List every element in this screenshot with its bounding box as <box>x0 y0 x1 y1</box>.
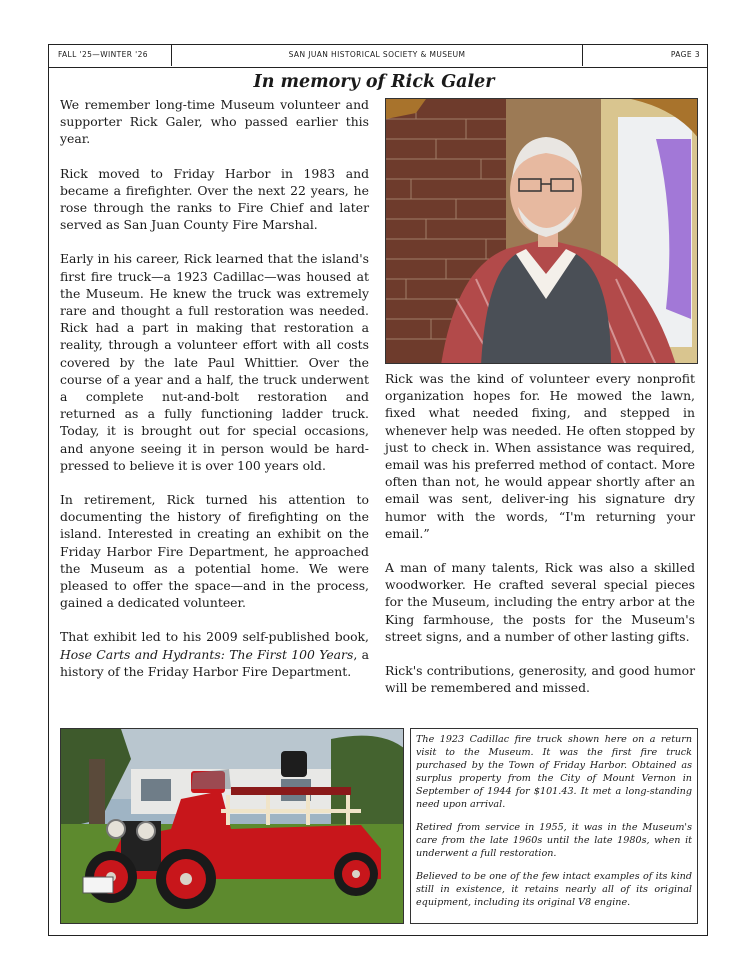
left-column <box>60 96 369 697</box>
paragraph-book <box>60 628 369 680</box>
caption-paragraph-retired: Retired from service in 1955, it was in the Museum's care from the late 1960s until the late 1980s, when it underwent a full restoration. <box>416 822 692 859</box>
photo-caption <box>410 728 698 924</box>
paragraph-intro: We remember long-time Museum volunteer and supporter Rick Galer, who passed earlier this year. <box>60 97 369 147</box>
portrait-photo <box>385 98 698 364</box>
book-text-after: , a history of the Friday Harbor Fire Department. <box>60 646 369 679</box>
organization-label: SAN JUAN HISTORICAL SOCIETY & MUSEUM <box>172 44 583 66</box>
book-text-before: That exhibit led to his 2009 self-published book, <box>60 629 369 645</box>
right-column <box>385 370 695 713</box>
paragraph-remembered: Rick's contributions, generosity, and good humor will be remembered and missed. <box>385 663 695 696</box>
page-number: PAGE 3 <box>670 50 700 59</box>
issue-label: FALL '25—WINTER '26 <box>48 44 172 66</box>
paragraph-retirement: In retirement, Rick turned his attention to documenting the history of firefighting on the island. Interested in creating an exhibit on the Friday Harbor Fire Department, he approached the Museum as a potential home. We were pleased to offer the space—and in the process, gained a dedicated volunteer. <box>60 492 369 611</box>
paragraph-volunteer: Rick was the kind of volunteer every nonprofit organization hopes for. He mowed the lawn, fixed what needed fixing, and stepped in whenever help was needed. He often stopped by just to check in. When assistance was required, email was his preferred method of contact. More often than not, he would appear shortly after an email was sent, deliver-ing his signature dry humor with the words, “I'm returning your email.” <box>385 371 695 541</box>
paragraph-career: Rick moved to Friday Harbor in 1983 and became a firefighter. Over the next 22 years, he rose through the ranks to Fire Chief and later served as San Juan County Fire Marshal. <box>60 165 369 233</box>
paragraph-restoration: Early in his career, Rick learned that the island's first fire truck—a 1923 Cadillac—was housed at the Museum. He knew the truck was extremely rare and thought a full restoration was needed. Rick had a part in making that restoration a reality, through a volunteer effort with all costs covered by the late Paul Whittier. Over the course of a year and a half, the truck underwent a complete nut-and-bolt restoration and returned as a fully functioning ladder truck. Today, it is brought out for special occasions, and anyone seeing it in person would be hard-pressed to believe it is over 100 years old. <box>60 251 369 473</box>
caption-paragraph-origin: The 1923 Cadillac fire truck shown here on a return visit to the Museum. It was the first fire truck purchased by the Town of Friday Harbor. Obtained as surplus property from the City of Mount Vernon in September of 1944 for $101.43. It met a long-standing need upon arrival. <box>416 734 692 810</box>
page-header <box>48 44 708 68</box>
article-title: In memory of Rick Galer <box>253 72 495 92</box>
book-title: Hose Carts and Hydrants: The First 100 Years <box>60 646 354 662</box>
fire-truck-photo <box>60 728 404 924</box>
caption-paragraph-intact: Believed to be one of the few intact examples of its kind still in existence, it retains nearly all of its original equipment, including its original V8 engine. <box>416 871 692 908</box>
paragraph-woodworker: A man of many talents, Rick was also a skilled woodworker. He crafted several special pieces for the Museum, including the entry arbor at the King farmhouse, the posts for the Museum's street signs, and a number of other lasting gifts. <box>385 560 695 644</box>
